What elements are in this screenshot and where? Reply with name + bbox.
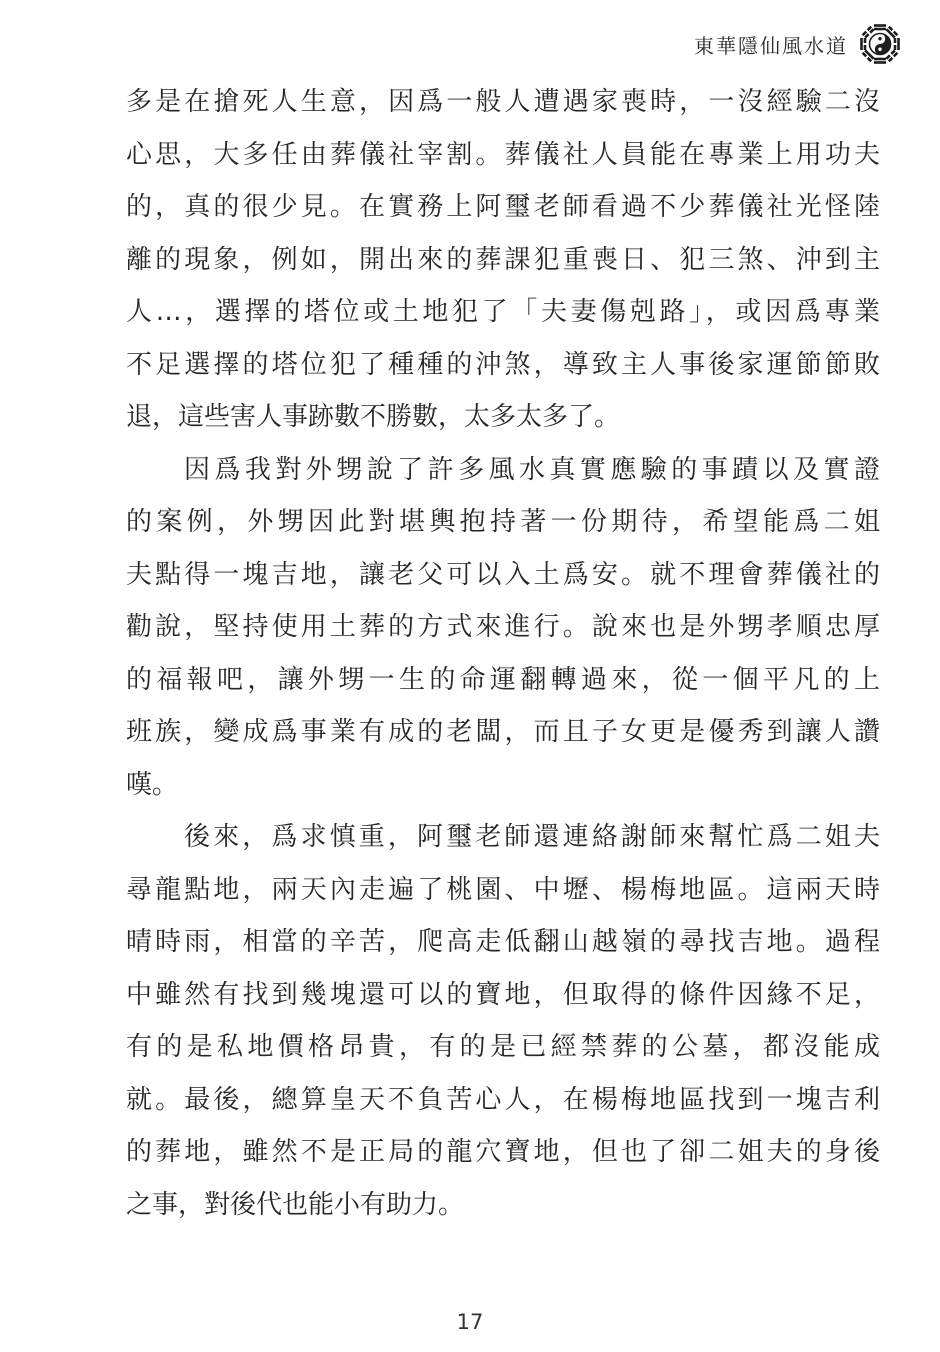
text-line: 多是在搶死人生意，因爲一般人遭遇家喪時，一沒經驗二沒 xyxy=(126,87,880,117)
text-line: 中雖然有找到幾塊還可以的寶地，但取得的條件因緣不足， xyxy=(126,979,880,1010)
text-line: 後來，爲求慎重，阿璽老師還連絡謝師來幫忙爲二姐夫 xyxy=(184,822,880,852)
text-line: 有的是私地價格昂貴，有的是已經禁葬的公墓，都沒能成 xyxy=(126,1032,880,1062)
text-line: 不足選擇的塔位犯了種種的沖煞，導致主人事後家運節節敗 xyxy=(126,349,880,380)
text-line: 班族，變成爲事業有成的老闆，而且子女更是優秀到讓人讚 xyxy=(126,717,880,747)
text-line: 的，真的很少見。在實務上阿璽老師看過不少葬儀社光怪陸 xyxy=(126,192,880,222)
text-line: 因爲我對外甥說了許多風水真實應驗的事蹟以及實證 xyxy=(184,454,880,485)
chapter-body-text xyxy=(126,76,880,1231)
text-line: 尋龍點地，兩天內走遍了桃園、中壢、楊梅地區。這兩天時 xyxy=(126,874,880,905)
book-title: 東華隱仙風水道 xyxy=(694,33,848,58)
text-line: 嘆。 xyxy=(126,769,179,800)
running-header xyxy=(694,22,902,66)
page-number: 17 xyxy=(456,1310,484,1334)
bagua-yin-yang-logo-icon xyxy=(858,22,902,66)
paragraph xyxy=(126,811,880,1231)
text-line: 夫點得一塊吉地，讓老父可以入土爲安。就不理會葬儀社的 xyxy=(126,559,880,590)
text-line: 退，這些害人事跡數不勝數，太多太多了。 xyxy=(126,402,621,432)
text-line: 晴時雨，相當的辛苦，爬高走低翻山越嶺的尋找吉地。過程 xyxy=(126,927,880,957)
text-line: 勸說，堅持使用土葬的方式來進行。說來也是外甥孝順忠厚 xyxy=(126,612,880,642)
paragraph xyxy=(126,76,880,444)
paragraph xyxy=(126,444,880,812)
text-line: 就。最後，總算皇天不負苦心人，在楊梅地區找到一塊吉利 xyxy=(126,1084,880,1115)
text-line: 心思，大多任由葬儀社宰割。葬儀社人員能在專業上用功夫 xyxy=(126,139,880,170)
text-line: 之事，對後代也能小有助力。 xyxy=(126,1189,465,1220)
text-line: 的案例，外甥因此對堪輿抱持著一份期待，希望能爲二姐 xyxy=(126,507,880,537)
text-line: 離的現象，例如，開出來的葬課犯重喪日、犯三煞、沖到主 xyxy=(126,244,880,275)
text-line: 的葬地，雖然不是正局的龍穴寶地，但也了卻二姐夫的身後 xyxy=(126,1137,880,1167)
text-line: 的福報吧，讓外甥一生的命運翻轉過來，從一個平凡的上 xyxy=(126,664,880,695)
text-line: 人…，選擇的塔位或土地犯了「夫妻傷剋路」，或因爲專業 xyxy=(126,297,880,327)
